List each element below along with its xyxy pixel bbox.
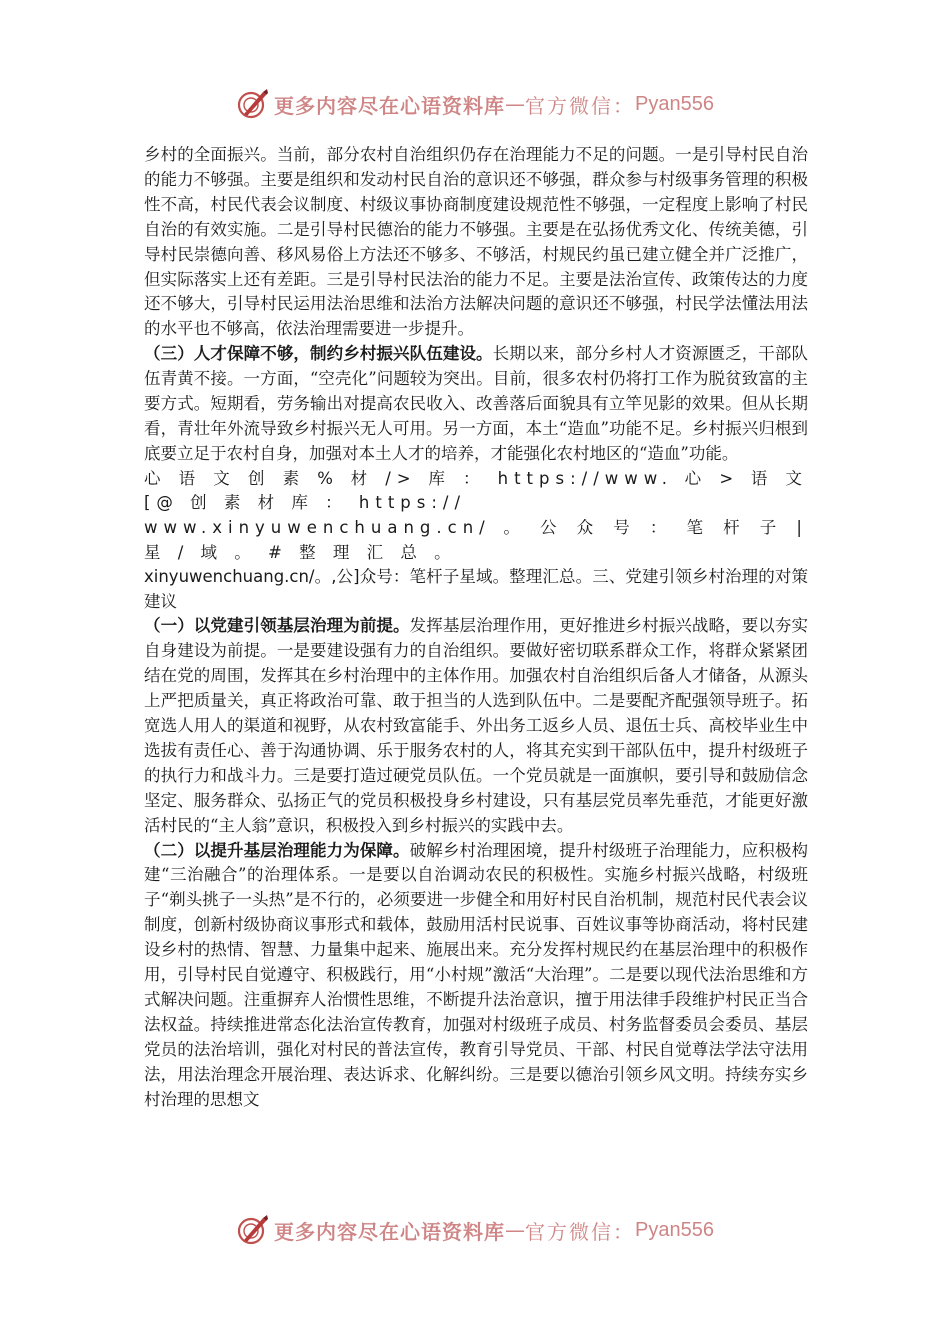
- watermark-text-block: [144, 467, 808, 615]
- header-banner: [0, 84, 950, 124]
- banner-wechat-id: Pyan556: [635, 92, 714, 115]
- footer-lead-text: 更多内容尽在心语资料库: [274, 1219, 506, 1244]
- footer-wechat-id: Pyan556: [635, 1218, 714, 1241]
- banner-tail-text: 官方微信：: [525, 93, 636, 118]
- pen-logo-icon: [236, 1213, 270, 1247]
- watermark-line-3: xinyuwenchuang.cn/。,公]众号：笔杆子星域。整理汇总。三、党建引领乡村治理的对策建议: [144, 567, 808, 611]
- footer-dash: —: [505, 1218, 526, 1242]
- paragraph-4: [144, 614, 808, 838]
- paragraph-4-body: 发挥基层治理作用，更好推进乡村振兴战略，要以夯实自身建设为前提。一是要建设强有力的自治组织。要做好密切联系群众工作，将群众紧紧团结在党的周围，发挥其在乡村治理中的主体作用。加强农村自治组织后备人才储备，从源头上严把质量关，真正将政治可靠、敢于担当的人选到队伍中。二是要配齐配强领导班子。拓宽选人用人的渠道和视野，从农村致富能手、外出务工返乡人员、退伍士兵、高校毕业生中选拔有责任心、善于沟通协调、乐于服务农村的人，将其充实到干部队伍中，提升村级班子的执行力和战斗力。三是要打造过硬党员队伍。一个党员就是一面旗帜，要引导和鼓励信念坚定、服务群众、弘扬正气的党员积极投身乡村建设，只有基层党员率先垂范，才能更好激活村民的“主人翁”意识，积极投入到乡村振兴的实践中去。: [144, 616, 809, 835]
- paragraph-4-heading: （一）以党建引领基层治理为前提。: [144, 616, 410, 636]
- banner-dash: —: [505, 92, 526, 116]
- paragraph-2: [144, 342, 808, 467]
- paragraph-5-body: 破解乡村治理困境，提升村级班子治理能力，应积极构建“三治融合”的治理体系。一是要以自治调动农民的积极性。实施乡村振兴战略，村级班子“剃头挑子一头热”是不行的，必须要进一步健全和用好村民自治机制，规范村民代表会议制度，创新村级协商议事形式和载体，鼓励用活村民说事、百姓议事等协商活动，将村民建设乡村的热情、智慧、力量集中起来、施展出来。充分发挥村规民约在基层治理中的积极作用，引导村民自觉遵守、积极践行，用“小村规”激活“大治理”。二是要以现代法治思维和方式解决问题。注重摒弃人治惯性思维，不断提升法治意识，擅于用法律手段维护村民正当合法权益。持续推进常态化法治宣传教育，加强对村级班子成员、村务监督委员会委员、基层党员的法治培训，强化对村民的普法宣传，教育引导党员、干部、村民自觉尊法学法守法用法，用法治理念开展治理、表达诉求、化解纠纷。三是要以德治引领乡风文明。持续夯实乡村治理的思想文: [144, 840, 809, 1109]
- paragraph-5-heading: （二）以提升基层治理能力为保障。: [144, 840, 410, 860]
- footer-tail-text: 官方微信：: [525, 1219, 636, 1244]
- watermark-line-2: www.xinyuwenchuang.cn/ 。 公 众 号 ： 笔 杆 子 | 星 / 域 。 # 整 理 汇 总 。: [144, 517, 808, 562]
- paragraph-5: [144, 839, 808, 1113]
- document-body: [144, 143, 808, 1112]
- paragraph-2-body: 长期以来，部分乡村人才资源匮乏，干部队伍青黄不接。一方面，“空壳化”问题较为突出。目前，很多农村仍将打工作为脱贫致富的主要方式。短期看，劳务输出对提高农民收入、改善落后面貌具有立竿见影的效果。但从长期看，青壮年外流导致乡村振兴无人可用。另一方面，本土“造血”功能不足。乡村振兴归根到底要立足于农村自身，加强对本土人才的培养，才能强化农村地区的“造血”功能。: [144, 344, 809, 463]
- paragraph-2-heading: （三）人才保障不够，制约乡村振兴队伍建设。: [144, 344, 493, 364]
- watermark-line-1: 心 语 文 创 素 % 材 /> 库 ： https://www. 心 > 语 文 [@ 创 素 材 库 ： https://: [144, 468, 808, 513]
- paragraph-1: 乡村的全面振兴。当前，部分农村自治组织仍存在治理能力不足的问题。一是引导村民自治的能力不够强。主要是组织和发动村民自治的意识还不够强，群众参与村级事务管理的积极性不高，村民代表会议制度、村级议事协商制度建设规范性不够强，一定程度上影响了村民自治的有效实施。二是引导村民德治的能力不够强。主要是在弘扬优秀文化、传统美德，引导村民崇德向善、移风易俗上方法还不够多、不够活，村规民约虽已建立健全并广泛推广，但实际落实上还有差距。三是引导村民法治的能力不足。主要是法治宣传、政策传达的力度还不够大，引导村民运用法治思维和法治方法解决问题的意识还不够强，村民学法懂法用法的水平也不够高，依法治理需要进一步提升。: [144, 145, 808, 339]
- banner-lead-text: 更多内容尽在心语资料库: [274, 93, 506, 118]
- pen-logo-icon: [236, 87, 270, 121]
- footer-banner: [0, 1210, 950, 1250]
